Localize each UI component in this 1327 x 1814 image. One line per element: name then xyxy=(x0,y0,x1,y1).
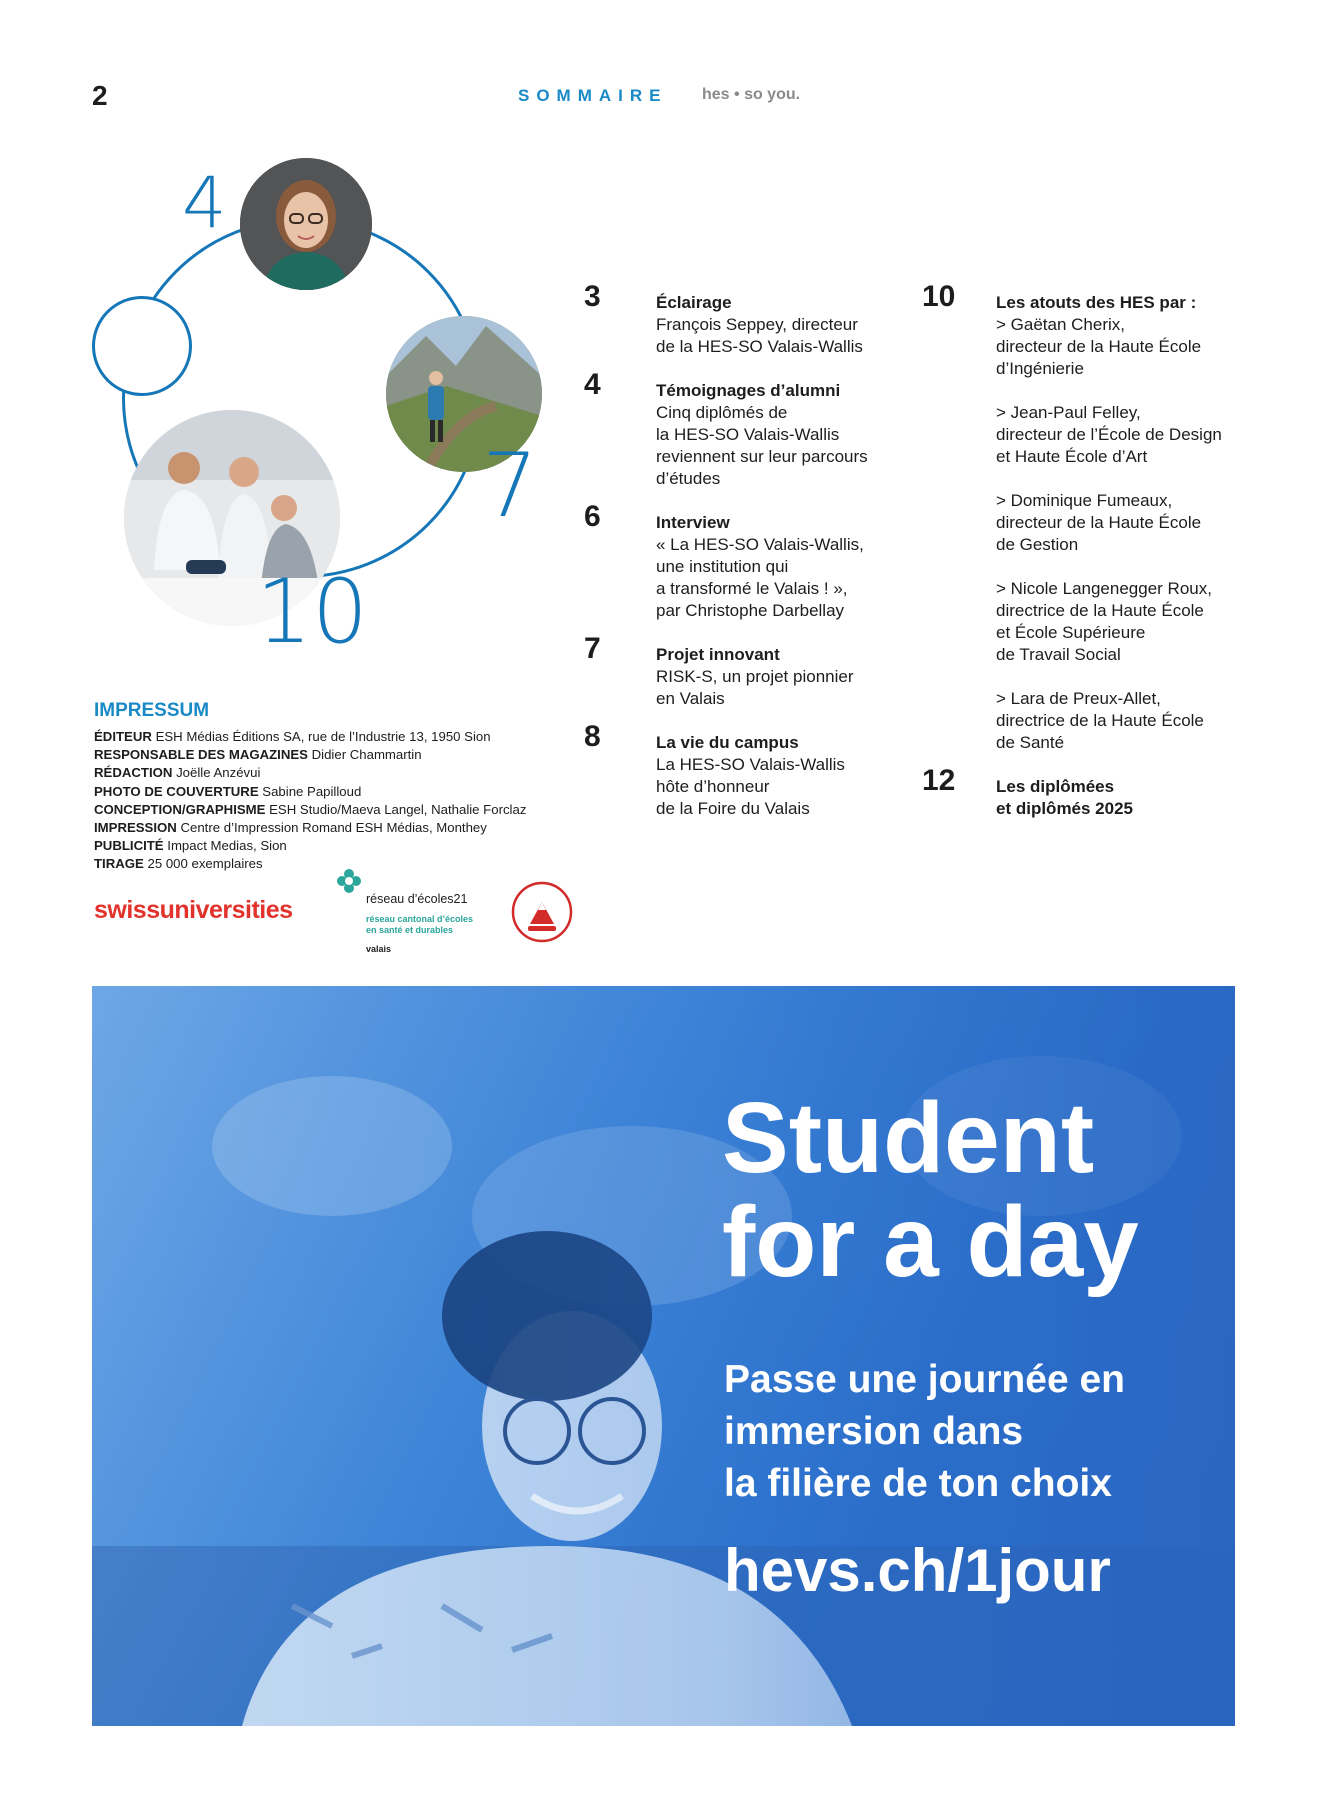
impressum-label: RÉDACTION xyxy=(94,765,173,781)
toc-subitem: > Nicole Langenegger Roux, directrice de la Haute École et École Supérieure de Travail Social xyxy=(996,579,1212,664)
impressum-label: IMPRESSION xyxy=(94,820,177,836)
impressum-line xyxy=(94,837,554,855)
toc-entry xyxy=(996,292,1256,754)
toc-number: 10 xyxy=(922,280,956,313)
toc-title: Projet innovant xyxy=(656,645,780,664)
toc-desc: François Seppey, directeur de la HES-SO Valais-Wallis xyxy=(656,315,863,356)
toc-title: Les diplômées et diplômés 2025 xyxy=(996,777,1134,818)
impressum-value: Sabine Papilloud xyxy=(262,783,362,799)
toc-entry xyxy=(656,512,906,622)
impressum-label: TIRAGE xyxy=(94,856,144,872)
toc-entry xyxy=(656,380,906,490)
impressum-value: ESH Médias Éditions SA, rue de l’Industrie 13, 1950 Sion xyxy=(155,729,491,744)
toc-desc: La HES-SO Valais-Wallis hôte d’honneur de la Foire du Valais xyxy=(656,755,845,818)
toc-subitem: > Lara de Preux-Allet, directrice de la Haute École de Santé xyxy=(996,689,1204,752)
impressum-value: Joëlle Anzévui xyxy=(176,765,261,781)
brand-tagline: hes • so you. xyxy=(702,86,801,103)
impressum-line xyxy=(94,764,554,782)
impressum-line xyxy=(94,783,554,801)
toc-number: 4 xyxy=(584,368,601,401)
toc-subitem: > Gaëtan Cherix, directeur de la Haute École d’Ingénierie xyxy=(996,315,1202,378)
illustration-number-4: 4 xyxy=(182,162,227,244)
impressum-label: ÉDITEUR xyxy=(94,729,152,744)
toc-desc: RISK-S, un projet pionnier en Valais xyxy=(656,667,854,708)
toc-entry xyxy=(656,732,906,820)
toc-title: Interview xyxy=(656,513,730,532)
toc-number: 8 xyxy=(584,720,601,753)
toc-number: 7 xyxy=(584,632,601,665)
reseau-region: valais xyxy=(366,944,392,954)
reseau-name: réseau d’écoles21 xyxy=(366,892,468,906)
student-for-a-day-banner[interactable] xyxy=(92,986,1235,1726)
banner-title: Student for a day xyxy=(722,1082,1139,1298)
impressum-value: Impact Medias, Sion xyxy=(167,838,287,854)
impressum-value: 25 000 exemplaires xyxy=(147,856,263,872)
impressum-list xyxy=(94,728,554,874)
impressum-line xyxy=(94,746,554,764)
toc-desc: Cinq diplômés de la HES-SO Valais-Wallis reviennent sur leur parcours d’études xyxy=(656,403,868,488)
impressum-label: RESPONSABLE DES MAGAZINES xyxy=(94,747,308,763)
impressum-title: IMPRESSUM xyxy=(94,700,210,721)
illustration-number-10: 10 xyxy=(256,560,368,663)
toc-title: Éclairage xyxy=(656,293,732,312)
impressum-label: PHOTO DE COUVERTURE xyxy=(94,783,259,799)
impressum-value: Didier Chammartin xyxy=(311,747,422,763)
impressum-line xyxy=(94,728,554,746)
impressum-label: CONCEPTION/GRAPHISME xyxy=(94,801,266,817)
toc-subitem: > Jean-Paul Felley, directeur de l’École de Design et Haute École d’Art xyxy=(996,403,1222,466)
impressum-line xyxy=(94,855,554,873)
toc-title: La vie du campus xyxy=(656,733,799,752)
section-title: SOMMAIRE xyxy=(518,86,668,105)
impressum-line xyxy=(94,801,554,819)
toc-title: Témoignages d’alumni xyxy=(656,381,841,400)
valais-excellence-logo xyxy=(510,880,574,944)
impressum-value: ESH Studio/Maeva Langel, Nathalie Forclaz xyxy=(269,801,527,817)
swissuniversities-logo: swissuniversities xyxy=(94,896,293,924)
flower-icon xyxy=(336,868,362,894)
toc-desc: « La HES-SO Valais-Wallis, une institution qui a transformé le Valais ! », par Christophe Darbellay xyxy=(656,535,864,620)
impressum-value: Centre d’Impression Romand ESH Médias, Monthey xyxy=(180,820,487,836)
toc-subitem: > Dominique Fumeaux, directeur de la Haute École de Gestion xyxy=(996,491,1202,554)
impressum-line xyxy=(94,819,554,837)
illustration-number-7: 7 xyxy=(482,434,538,537)
toc-entry xyxy=(656,644,906,710)
reseau-ecoles21-logo xyxy=(336,868,474,954)
reseau-subtitle: réseau cantonal d’écoles en santé et durables xyxy=(366,914,474,935)
toc-entry xyxy=(656,292,906,358)
impressum-label: PUBLICITÉ xyxy=(94,838,164,854)
banner-url-link[interactable]: hevs.ch/1jour xyxy=(724,1537,1111,1604)
page-number: 2 xyxy=(92,80,108,111)
banner-subtitle: Passe une journée en immersion dans la filière de ton choix xyxy=(724,1358,1125,1505)
alumna-portrait-photo xyxy=(240,158,372,290)
toc-number: 12 xyxy=(922,764,956,797)
toc-title: Les atouts des HES par : xyxy=(996,293,1197,312)
empty-circle xyxy=(92,296,192,396)
toc-number: 3 xyxy=(584,280,601,313)
toc-number: 6 xyxy=(584,500,601,533)
